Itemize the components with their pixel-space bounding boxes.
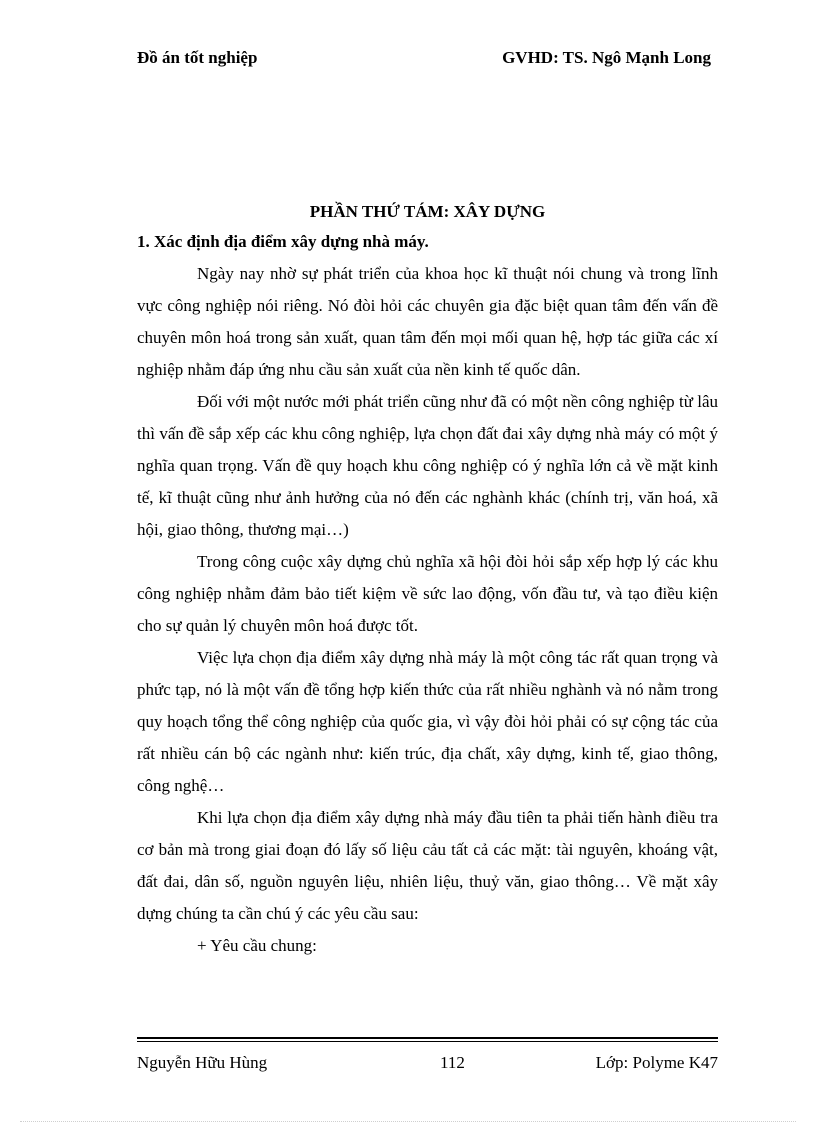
paragraph-2: Đối với một nước mới phát triển cũng như đã có một nền công nghiệp từ lâu thì vấn đề sắp xếp các khu công nghiệp, lựa chọn đất đai xây dựng nhà máy có một ý nghĩa quan trọng. Vấn đề quy hoạch khu công nghiệp có ý nghĩa lớn cả về mặt kinh tế, kĩ thuật cũng như ảnh hưởng của nó đến các nghành khác (chính trị, văn hoá, xã hội, giao thông, thương mại…): [137, 392, 718, 539]
document-type-label: Đồ án tốt nghiệp: [137, 48, 258, 67]
page-footer: [137, 1053, 718, 1079]
page-number: 112: [440, 1053, 465, 1072]
class-label: Lớp: Polyme K47: [595, 1053, 718, 1072]
author-name: Nguyễn Hữu Hùng: [137, 1053, 268, 1072]
paragraph-4: Việc lựa chọn địa điểm xây dựng nhà máy là một công tác rất quan trọng và phức tạp, nó là một vấn đề tổng hợp kiến thức của rất nhiều nghành và nó nằm trong quy hoạch tổng thể công nghiệp của quốc gia, vì vậy đòi hỏi phải có sự cộng tác của rất nhiều cán bộ các ngành như: kiến trúc, địa chất, xây dựng, kinh tế, giao thông, công nghệ…: [137, 648, 718, 795]
requirement-item: + Yêu cầu chung:: [197, 936, 317, 955]
page-header: [137, 48, 711, 74]
paragraph-5: Khi lựa chọn địa điểm xây dựng nhà máy đầu tiên ta phải tiến hành điều tra cơ bản mà trong giai đoạn đó lấy số liệu cảu tất cả các mặt: tài nguyên, khoáng vật, đất đai, dân số, nguồn nguyên liệu, nhiên liệu, thuỷ văn, giao thông… Về mặt xây dựng chúng ta cần chú ý các yêu cầu sau:: [137, 808, 718, 923]
section-title: PHẦN THỨ TÁM: XÂY DỰNG: [309, 202, 546, 221]
supervisor-label: GVHD: TS. Ngô Mạnh Long: [502, 48, 711, 67]
subsection-heading: 1. Xác định địa điểm xây dựng nhà máy.: [137, 232, 429, 251]
paragraph-3: Trong công cuộc xây dựng chủ nghĩa xã hội đòi hỏi sắp xếp hợp lý các khu công nghiệp nhằm đảm bảo tiết kiệm về sức lao động, vốn đầu tư, và tạo điều kiện cho sự quản lý chuyên môn hoá được tốt.: [137, 552, 718, 635]
page-body: [137, 198, 718, 962]
footer-divider: [137, 1037, 718, 1042]
page-edge-divider: [20, 1121, 796, 1122]
paragraph-1: Ngày nay nhờ sự phát triển của khoa học kĩ thuật nói chung và trong lĩnh vực công nghiệp nói riêng. Nó đòi hỏi các chuyên gia đặc biệt quan tâm đến vấn đề chuyên môn hoá trong sản xuất, quan tâm đến mọi mối quan hệ, hợp tác giữa các xí nghiệp nhằm đáp ứng nhu cầu sản xuất của nền kinh tế quốc dân.: [137, 264, 718, 379]
